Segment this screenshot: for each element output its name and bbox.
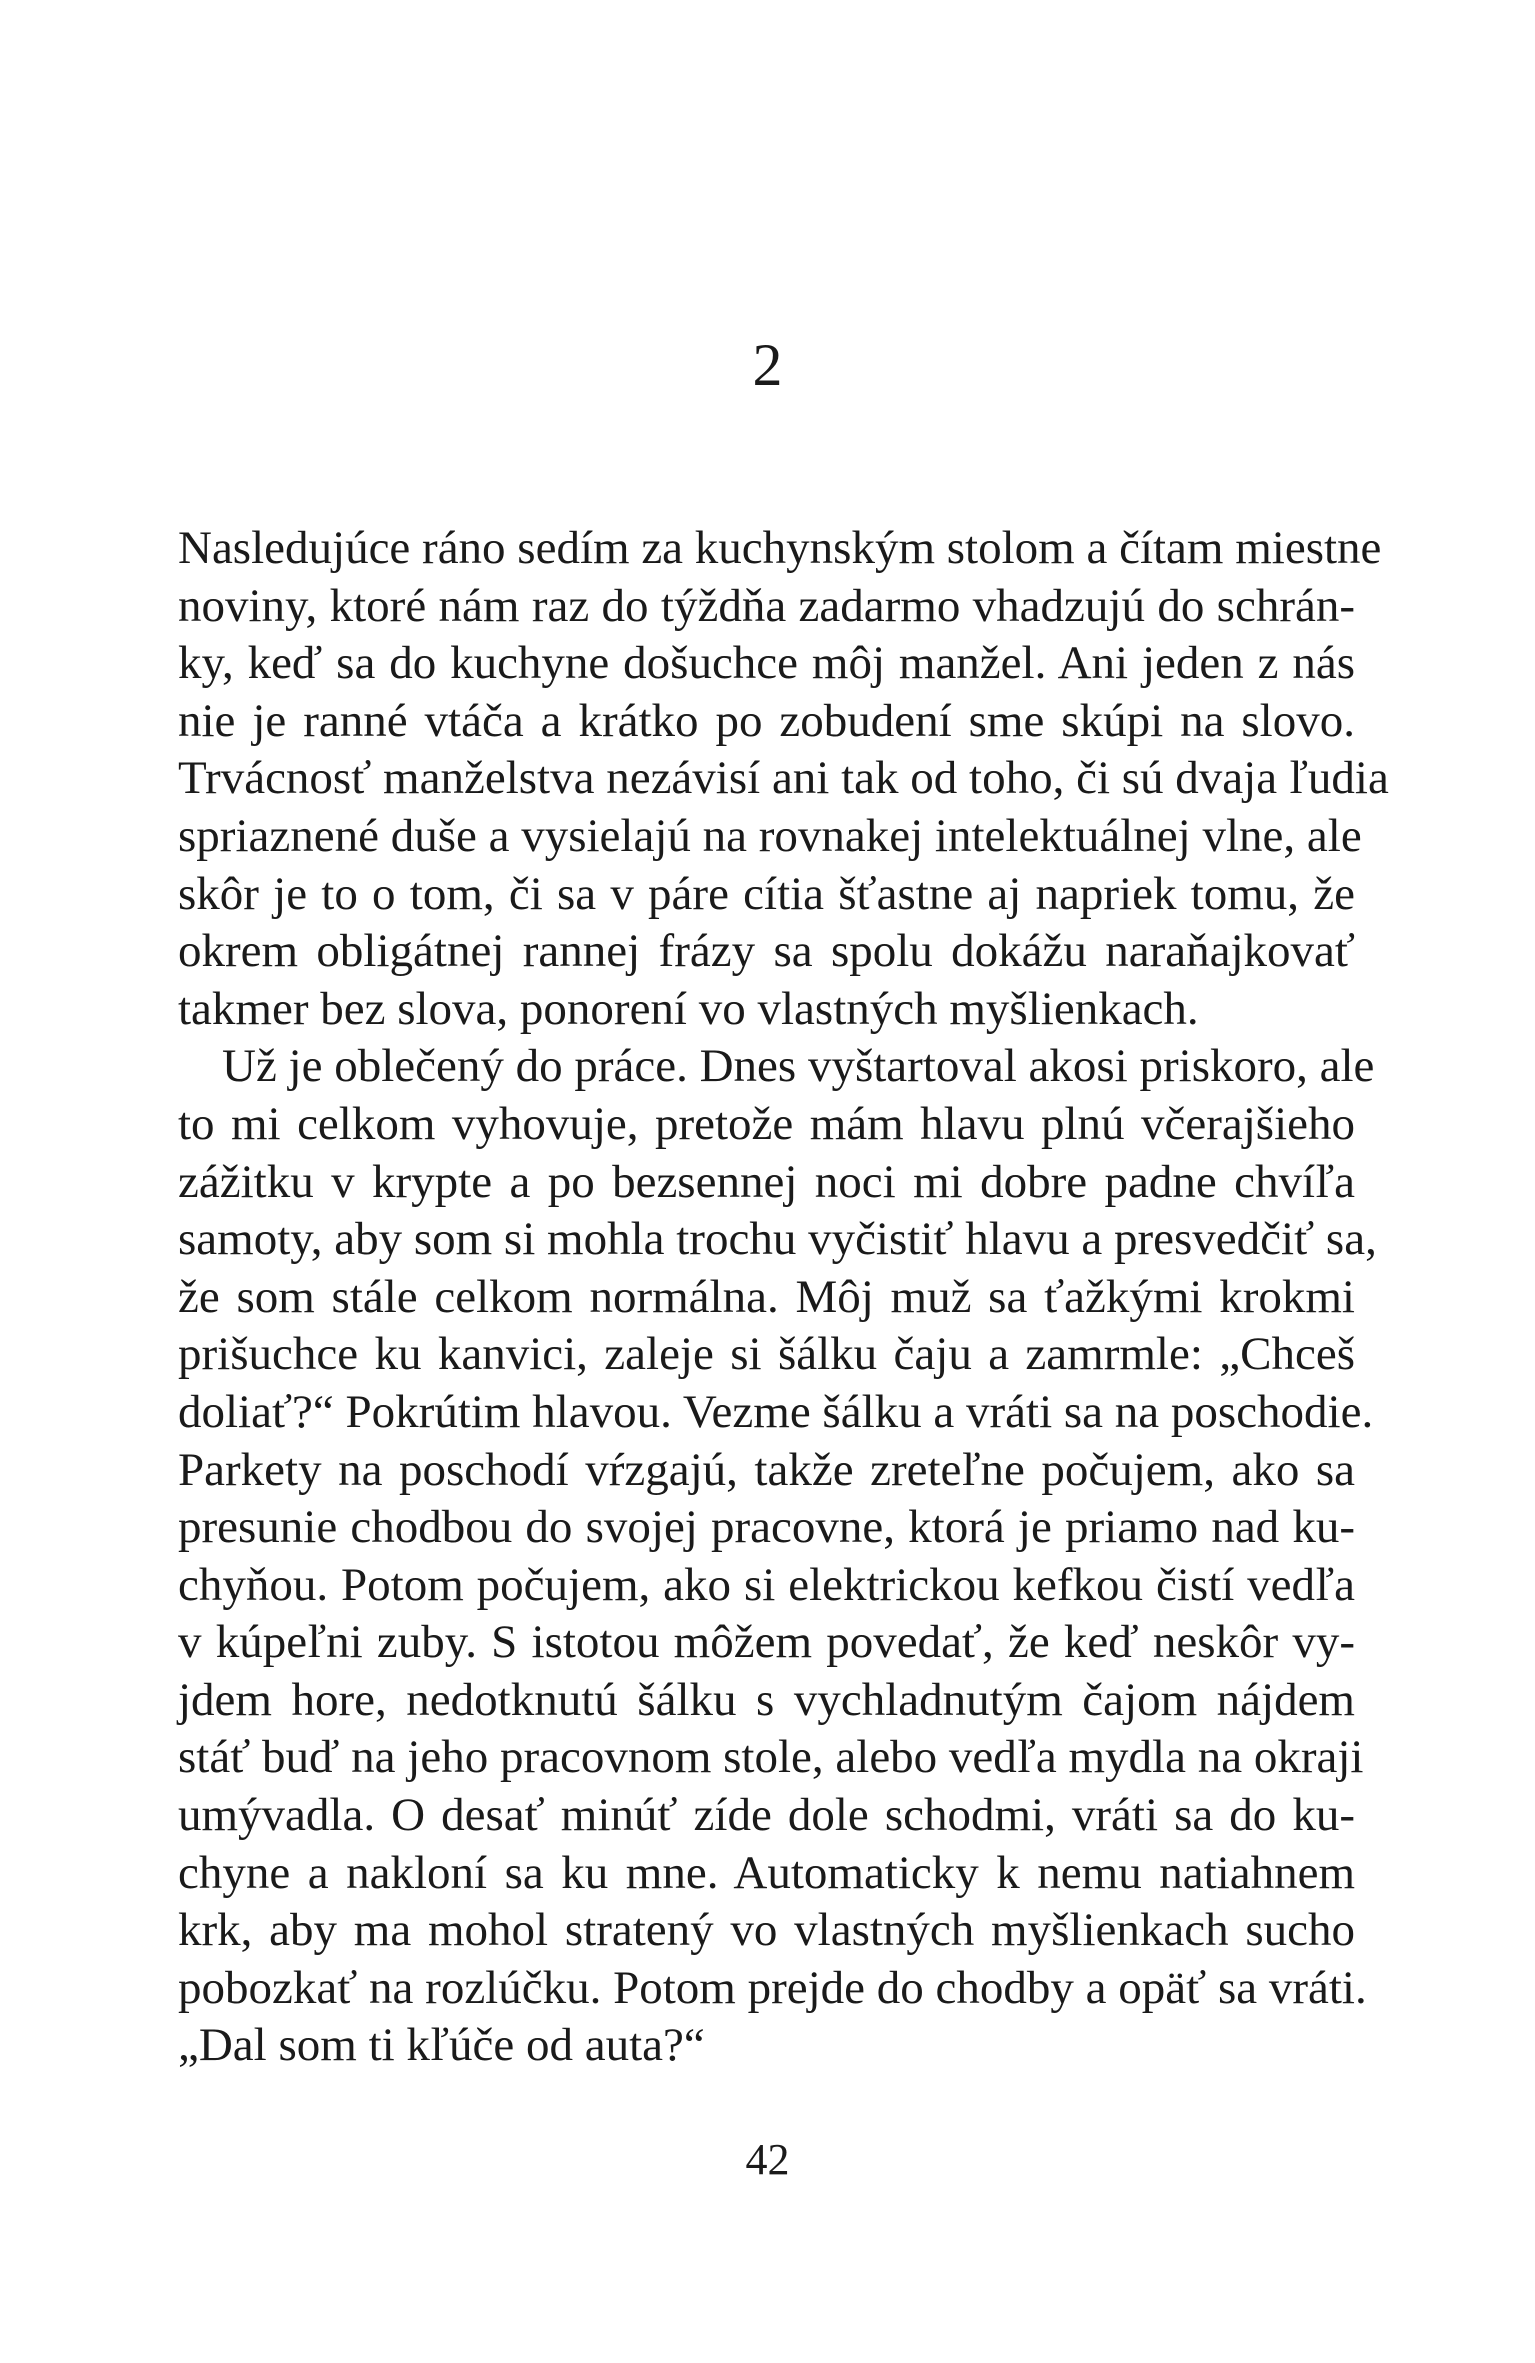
text-line: nie je ranné vtáča a krátko po zobudení sme skúpi na slovo. xyxy=(178,694,1355,747)
text-line: ky, keď sa do kuchyne došuchce môj manžel. Ani jeden z nás xyxy=(178,637,1355,690)
text-line: pobozkať na rozlúčku. Potom prejde do chodby a opäť sa vráti. xyxy=(178,1961,1367,2014)
text-line: umývadla. O desať minúť zíde dole schodmi, vráti sa do ku- xyxy=(178,1789,1355,1842)
text-line: stáť buď na jeho pracovnom stole, alebo vedľa mydla na okraji xyxy=(178,1731,1364,1784)
text-line: chyňou. Potom počujem, ako si elektrickou kefkou čistí vedľa xyxy=(178,1558,1355,1611)
text-line: „Dal som ti kľúče od auta?“ xyxy=(178,2019,705,2072)
text-line: doliať?“ Pokrútim hlavou. Vezme šálku a vráti sa na poschodie. xyxy=(178,1385,1374,1438)
text-line: presunie chodbou do svojej pracovne, ktorá je priamo nad ku- xyxy=(178,1501,1355,1554)
chapter-number: 2 xyxy=(752,332,783,398)
page-number: 42 xyxy=(745,2135,790,2184)
text-line: noviny, ktoré nám raz do týždňa zadarmo vhadzujú do schrán- xyxy=(178,579,1355,632)
text-line: krk, aby ma mohol stratený vo vlastných myšlienkach sucho xyxy=(178,1904,1355,1957)
text-line: Trvácnosť manželstva nezávisí ani tak od toho, či sú dvaja ľudia xyxy=(178,752,1389,805)
text-line: spriaznené duše a vysielajú na rovnakej intelektuálnej vlne, ale xyxy=(178,809,1362,862)
text-line: Nasledujúce ráno sedím za kuchynským stolom a čítam miestne xyxy=(178,522,1382,574)
text-line: že som stále celkom normálna. Môj muž sa ťažkými krokmi xyxy=(178,1270,1355,1323)
text-line: chyne a nakloní sa ku mne. Automaticky k nemu natiahnem xyxy=(178,1846,1355,1899)
text-line: zážitku v krypte a po bezsennej noci mi dobre padne chvíľa xyxy=(178,1155,1355,1208)
text-line: okrem obligátnej rannej frázy sa spolu dokážu naraňajkovať xyxy=(178,925,1355,978)
text-line: Už je oblečený do práce. Dnes vyštartoval akosi priskoro, ale xyxy=(222,1040,1375,1093)
body-text xyxy=(178,520,1389,2075)
text-line: Parkety na poschodí vŕzgajú, takže zreteľne počujem, ako sa xyxy=(178,1443,1355,1496)
text-line: jdem hore, nedotknutú šálku s vychladnutým čajom nájdem xyxy=(178,1673,1355,1726)
text-line: to mi celkom vyhovuje, pretože mám hlavu plnú včerajšieho xyxy=(178,1097,1355,1150)
text-line: skôr je to o tom, či sa v páre cítia šťastne aj napriek tomu, že xyxy=(178,867,1355,920)
text-line: takmer bez slova, ponorení vo vlastných myšlienkach. xyxy=(178,982,1199,1035)
text-line: v kúpeľni zuby. S istotou môžem povedať, že keď neskôr vy- xyxy=(178,1616,1355,1669)
text-line: samoty, aby som si mohla trochu vyčistiť hlavu a presvedčiť sa, xyxy=(178,1213,1377,1266)
text-line: prišuchce ku kanvici, zaleje si šálku čaju a zamrmle: „Chceš xyxy=(178,1328,1355,1381)
